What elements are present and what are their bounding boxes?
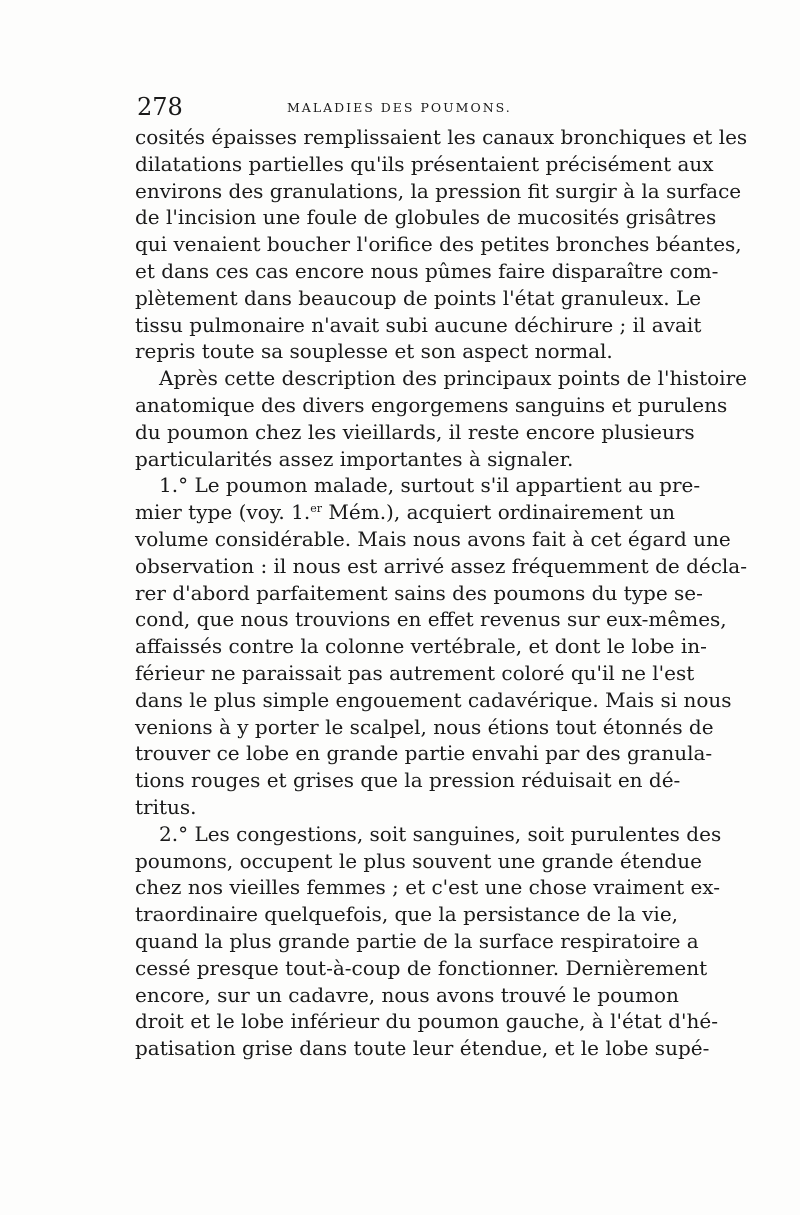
text-line: observation : il nous est arrivé assez fréquemment de décla- xyxy=(135,553,747,578)
page-number: 278 xyxy=(137,93,183,121)
text-line: plètement dans beaucoup de points l'état granuleux. Le xyxy=(135,285,702,310)
running-title: MALADIES DES POUMONS. xyxy=(287,100,512,115)
text-line: cessé presque tout-à-coup de fonctionner. Dernièrement xyxy=(135,955,708,980)
text-line: quand la plus grande partie de la surface respiratoire a xyxy=(135,928,699,953)
text-line: patisation grise dans toute leur étendue, et le lobe supé- xyxy=(135,1036,710,1061)
text-line: du poumon chez les vieillards, il reste encore plusieurs xyxy=(135,419,695,444)
text-line: venions à y porter le scalpel, nous étions tout étonnés de xyxy=(135,714,714,739)
superscript: er xyxy=(310,502,322,516)
text-line: trouver ce lobe en grande partie envahi par des granula- xyxy=(135,741,713,766)
text-line: férieur ne paraissait pas autrement coloré qu'il ne l'est xyxy=(135,660,695,685)
text-line: particularités assez importantes à signaler. xyxy=(135,446,574,471)
text-line: affaissés contre la colonne vertébrale, et dont le lobe in- xyxy=(135,634,707,659)
text-line: anatomique des divers engorgemens sanguins et purulens xyxy=(135,392,728,417)
body-text xyxy=(135,124,748,1062)
text-line: qui venaient boucher l'orifice des petites bronches béantes, xyxy=(135,232,742,257)
text-line: poumons, occupent le plus souvent une grande étendue xyxy=(135,848,702,873)
paragraph-start-line: Après cette description des principaux points de l'histoire xyxy=(159,366,747,391)
paragraph-start-line: 2.° Les congestions, soit sanguines, soit purulentes des xyxy=(159,821,722,846)
text-line: environs des granulations, la pression fit surgir à la surface xyxy=(135,178,742,203)
page-header xyxy=(137,92,674,122)
text-line: volume considérable. Mais nous avons fait à cet égard une xyxy=(135,526,731,551)
text-line: rer d'abord parfaitement sains des poumons du type se- xyxy=(135,580,703,605)
text-line: cosités épaisses remplissaient les canaux bronchiques et les xyxy=(135,125,748,149)
text-line: dilatations partielles qu'ils présentaient précisément aux xyxy=(135,151,714,176)
paragraph-start-line: 1.° Le poumon malade, surtout s'il appartient au pre- xyxy=(159,473,701,498)
text-line: traordinaire quelquefois, que la persistance de la vie, xyxy=(135,902,679,927)
text-line: cond, que nous trouvions en effet revenus sur eux-mêmes, xyxy=(135,607,727,632)
text-line: repris toute sa souplesse et son aspect normal. xyxy=(135,339,613,364)
text-line: tritus. xyxy=(135,794,197,819)
text-line: tions rouges et grises que la pression réduisait en dé- xyxy=(135,768,681,793)
text-line: chez nos vieilles femmes ; et c'est une chose vraiment ex- xyxy=(135,875,720,900)
text-line: tissu pulmonaire n'avait subi aucune déchirure ; il avait xyxy=(135,312,702,337)
text-line: encore, sur un cadavre, nous avons trouvé le poumon xyxy=(135,982,679,1007)
text-line: dans le plus simple engouement cadavérique. Mais si nous xyxy=(135,687,732,712)
text-line: de l'incision une foule de globules de mucosités grisâtres xyxy=(135,205,717,230)
text-line: droit et le lobe inférieur du poumon gauche, à l'état d'hé- xyxy=(135,1009,718,1034)
text-line: et dans ces cas encore nous pûmes faire disparaître com- xyxy=(135,258,719,283)
text-fragment: mier type (voy. 1. xyxy=(135,500,311,525)
text-line-with-superscript xyxy=(135,499,675,526)
text-fragment: Mém.), acquiert ordinairement un xyxy=(322,500,675,525)
